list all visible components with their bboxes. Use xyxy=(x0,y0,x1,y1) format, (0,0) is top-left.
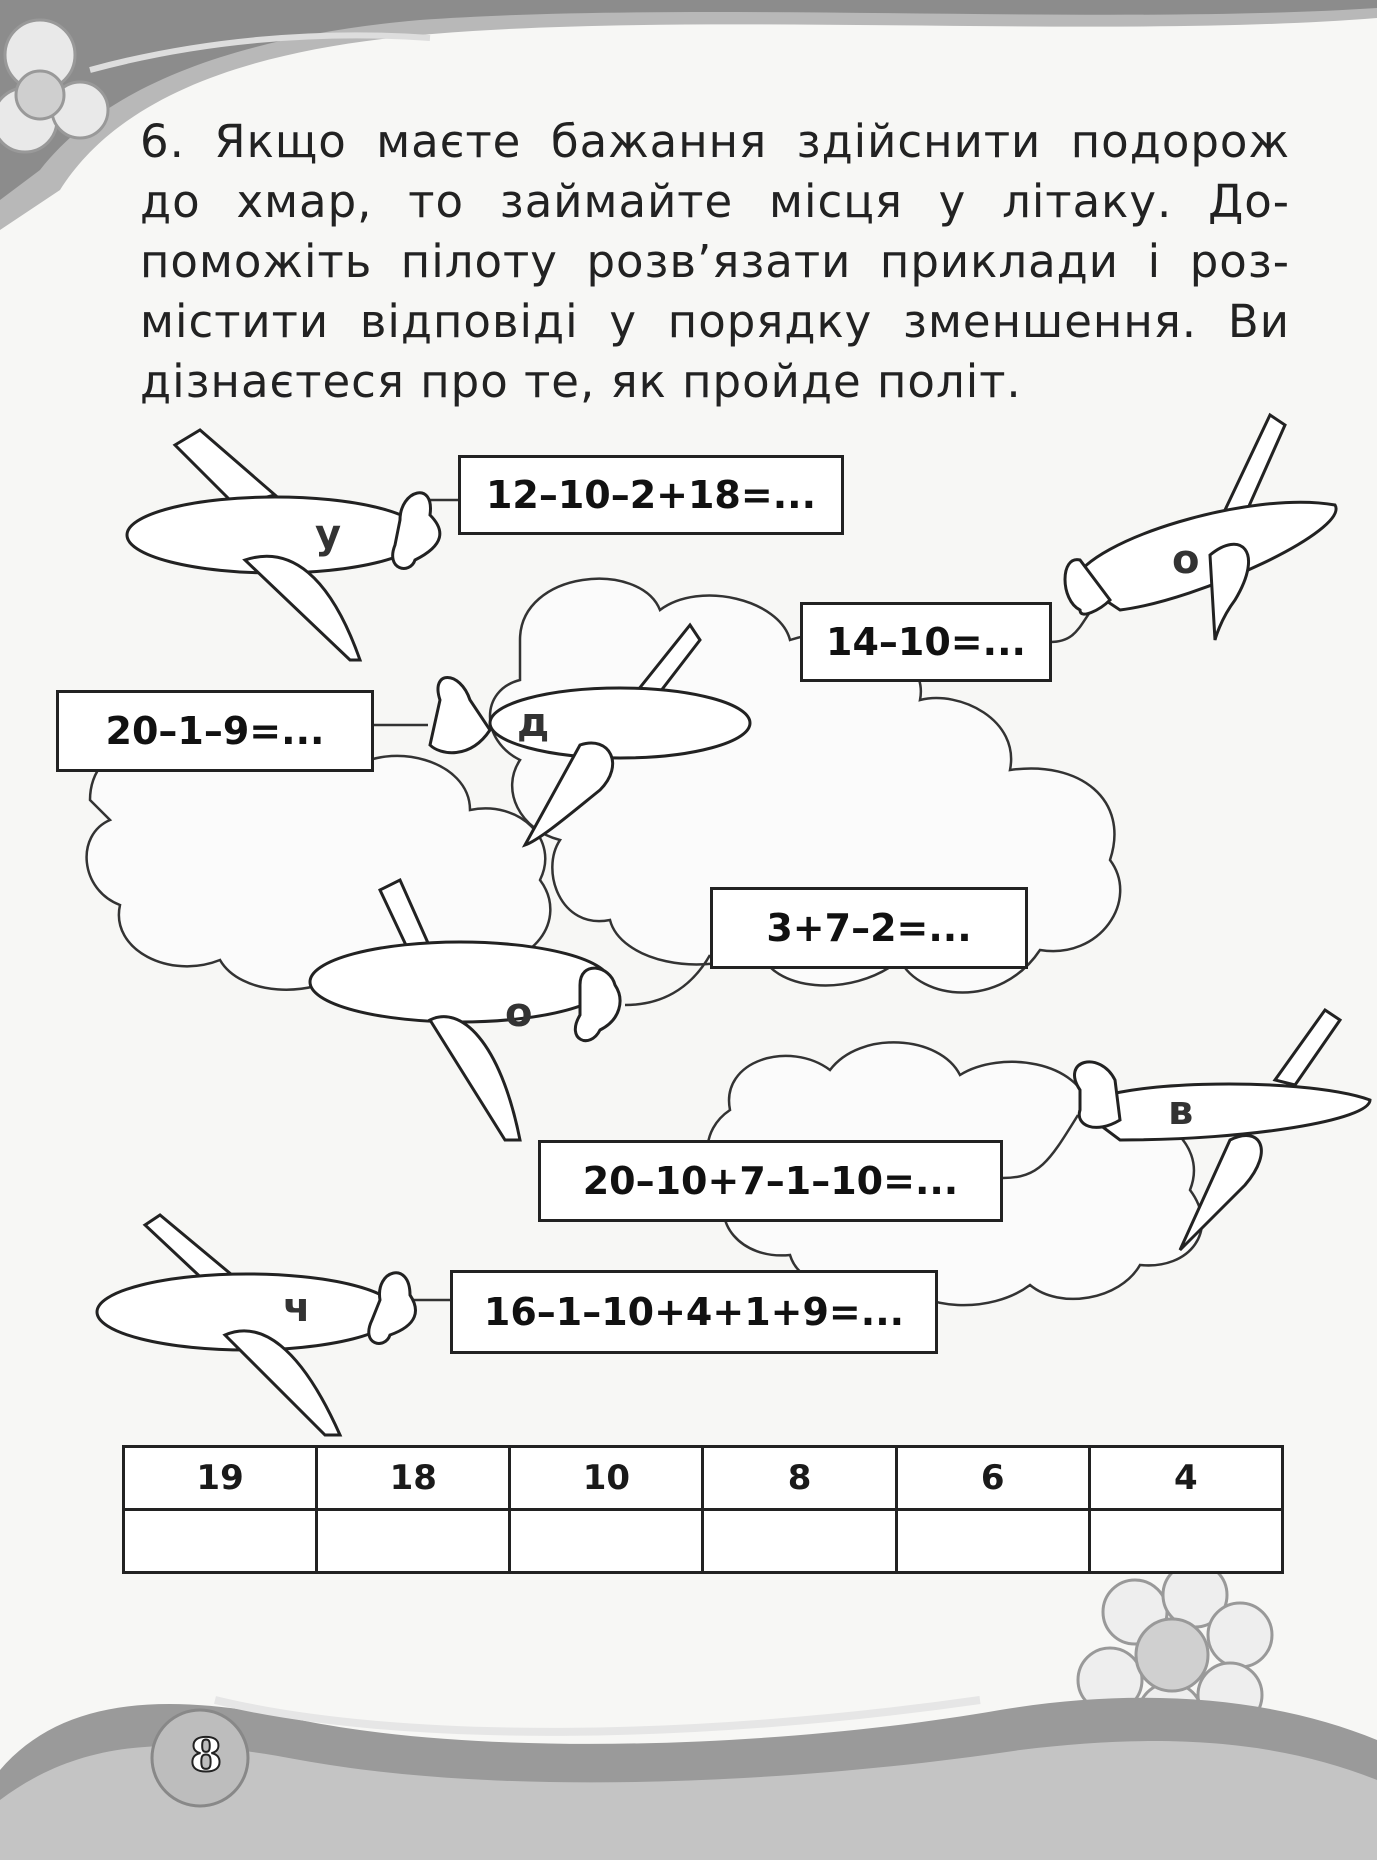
answer-number-cell: 18 xyxy=(317,1447,510,1510)
answer-letter-cell[interactable] xyxy=(317,1510,510,1573)
task-line: 6. Якщо маєте бажання здійснити подорож xyxy=(140,115,1290,168)
answer-number-cell: 8 xyxy=(703,1447,896,1510)
plane-letter: о xyxy=(505,990,533,1036)
answer-letter-cell[interactable] xyxy=(703,1510,896,1573)
task-text xyxy=(140,112,1290,412)
plane-o-top xyxy=(1065,415,1336,640)
answer-number-cell: 6 xyxy=(896,1447,1089,1510)
expression-box: 20–10+7–1–10=... xyxy=(538,1140,1003,1222)
task-line: містити відповіді у порядку зменшення. Ви xyxy=(140,295,1290,348)
answer-numbers-row xyxy=(124,1447,1283,1510)
page-number: 8 xyxy=(189,1728,222,1782)
answer-number-cell: 19 xyxy=(124,1447,317,1510)
expression-box: 3+7–2=... xyxy=(710,887,1028,969)
plane-letter: д xyxy=(517,700,550,746)
expression-box: 20–1–9=... xyxy=(56,690,374,772)
plane-letter: ч xyxy=(283,1285,311,1331)
task-line: поможіть пілоту розв’язати приклади і роз- xyxy=(140,235,1290,288)
plane-u xyxy=(127,430,440,660)
answer-number-cell: 10 xyxy=(510,1447,703,1510)
expression-box: 14–10=... xyxy=(800,602,1052,682)
answer-letter-cell[interactable] xyxy=(124,1510,317,1573)
plane-letter: у xyxy=(315,512,342,558)
answer-letter-cell[interactable] xyxy=(896,1510,1089,1573)
answer-letters-row xyxy=(124,1510,1283,1573)
task-line: до хмар, то займайте місця у літаку. До- xyxy=(140,175,1290,228)
plane-letter: о xyxy=(1172,537,1200,583)
answer-letter-cell[interactable] xyxy=(510,1510,703,1573)
answer-number-cell: 4 xyxy=(1089,1447,1282,1510)
plane-ch xyxy=(97,1215,415,1435)
task-line: дізнаєтеся про те, як пройде політ. xyxy=(140,355,1022,408)
expression-box: 12–10–2+18=... xyxy=(458,455,844,535)
expression-box: 16–1–10+4+1+9=... xyxy=(450,1270,938,1354)
plane-letter: в xyxy=(1168,1088,1194,1134)
answer-letter-cell[interactable] xyxy=(1089,1510,1282,1573)
answer-table xyxy=(122,1445,1284,1574)
